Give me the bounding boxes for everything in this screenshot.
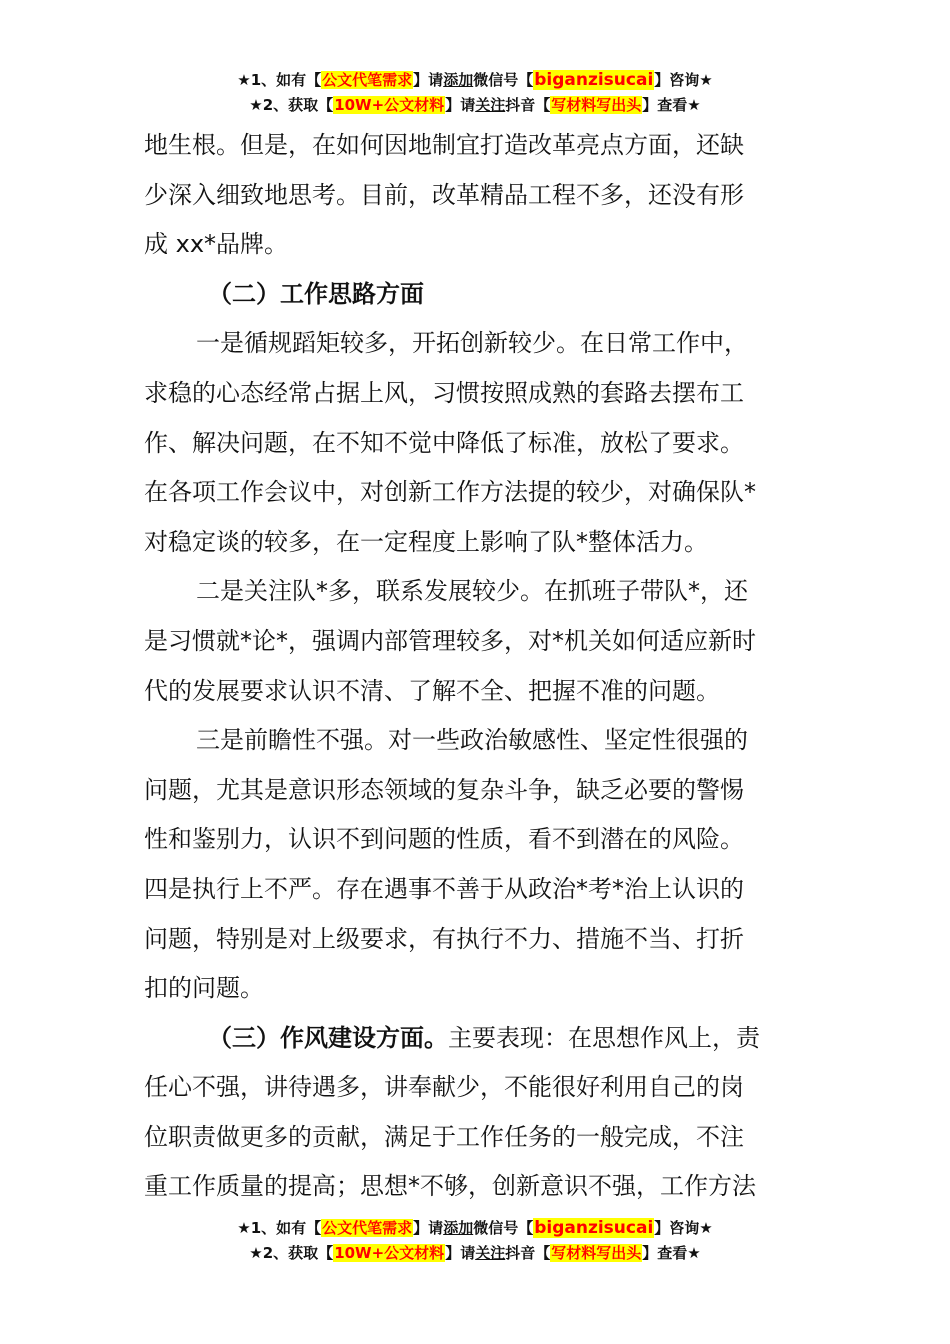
banner-highlight: 10W+公文材料 bbox=[334, 1244, 445, 1262]
footer-banner bbox=[0, 1216, 950, 1266]
document-body bbox=[144, 121, 812, 1212]
banner-highlight: 写材料写出头 bbox=[551, 96, 642, 114]
banner-text: 】请 bbox=[413, 1219, 444, 1237]
banner-text: ★2、获取【 bbox=[249, 1244, 334, 1262]
text-line: 问题，尤其是意识形态领域的复杂斗争，缺乏必要的警惕 bbox=[144, 775, 744, 804]
text-line: 对稳定谈的较多，在一定程度上影响了队*整体活力。 bbox=[144, 527, 708, 556]
banner-highlight: 写材料写出头 bbox=[551, 1244, 642, 1262]
text-line: 在各项工作会议中，对创新工作方法提的较少，对确保队* bbox=[144, 478, 756, 507]
text-line: 代的发展要求认识不清、了解不全、把握不准的问题。 bbox=[144, 676, 720, 705]
banner-underline: 添加 bbox=[443, 71, 474, 89]
text-line: 主要表现：在思想作风上，责 bbox=[448, 1023, 760, 1052]
banner-highlight: 公文代笔需求 bbox=[322, 1219, 413, 1237]
text-line: 位职责做更多的贡献，满足于工作任务的一般完成，不注 bbox=[144, 1122, 744, 1151]
banner-line-2 bbox=[0, 93, 950, 118]
section-heading: （三）作风建设方面。 bbox=[208, 1023, 448, 1052]
banner-text: 】查看★ bbox=[642, 96, 701, 114]
text-line: 二是关注队*多，联系发展较少。在抓班子带队*，还 bbox=[196, 577, 748, 606]
banner-text: 】请 bbox=[445, 96, 476, 114]
banner-highlight: 公文代笔需求 bbox=[322, 71, 413, 89]
banner-text: 】请 bbox=[445, 1244, 476, 1262]
banner-highlight: biganzisucai bbox=[534, 70, 654, 90]
banner-text: ★2、获取【 bbox=[249, 96, 334, 114]
text-line: 地生根。但是，在如何因地制宜打造改革亮点方面，还缺 bbox=[144, 131, 744, 159]
banner-text: 】请 bbox=[413, 71, 444, 89]
section-heading-line bbox=[144, 1014, 812, 1064]
banner-underline: 关注 bbox=[475, 1244, 506, 1262]
banner-text: ★1、如有【 bbox=[237, 1219, 322, 1237]
text-line: 少深入细致地思考。目前，改革精品工程不多，还没有形 bbox=[144, 180, 744, 209]
banner-text: ★1、如有【 bbox=[237, 71, 322, 89]
text-line: 求稳的心态经常占据上风，习惯按照成熟的套路去摆布工 bbox=[144, 378, 744, 407]
banner-text: 】查看★ bbox=[642, 1244, 701, 1262]
text-line: 作、解决问题，在不知不觉中降低了标准，放松了要求。 bbox=[144, 428, 744, 457]
header-banner bbox=[0, 68, 950, 118]
text-line: 问题，特别是对上级要求，有执行不力、措施不当、打折 bbox=[144, 924, 744, 953]
text-line: 一是循规蹈矩较多，开拓创新较少。在日常工作中， bbox=[196, 329, 748, 358]
text-line: 任心不强，讲待遇多，讲奉献少，不能很好利用自己的岗 bbox=[144, 1073, 744, 1102]
text-line: 扣的问题。 bbox=[144, 974, 264, 1003]
banner-text: 微信号【 bbox=[473, 1219, 534, 1237]
banner-line-1 bbox=[0, 1216, 950, 1241]
text-line: 四是执行上不严。存在遇事不善于从政治*考*治上认识的 bbox=[144, 874, 744, 903]
text-line: 三是前瞻性不强。对一些政治敏感性、坚定性很强的 bbox=[196, 726, 748, 755]
banner-text: 微信号【 bbox=[473, 71, 534, 89]
text-line: 重工作质量的提高；思想*不够，创新意识不强，工作方法 bbox=[144, 1172, 756, 1201]
text-line: 性和鉴别力，认识不到问题的性质，看不到潜在的风险。 bbox=[144, 825, 744, 854]
banner-underline: 添加 bbox=[443, 1219, 474, 1237]
banner-text: 抖音【 bbox=[505, 1244, 551, 1262]
banner-underline: 关注 bbox=[475, 96, 506, 114]
banner-text: 抖音【 bbox=[505, 96, 551, 114]
text-line: 是习惯就*论*，强调内部管理较多，对*机关如何适应新时 bbox=[144, 626, 756, 655]
section-heading: （二）工作思路方面 bbox=[208, 279, 424, 308]
banner-text: 】咨询★ bbox=[654, 71, 713, 89]
banner-line-1 bbox=[0, 68, 950, 93]
banner-highlight: 10W+公文材料 bbox=[334, 96, 445, 114]
banner-highlight: biganzisucai bbox=[534, 1218, 654, 1238]
banner-text: 】咨询★ bbox=[654, 1219, 713, 1237]
banner-line-2 bbox=[0, 1241, 950, 1266]
text-line: 成 xx*品牌。 bbox=[144, 230, 289, 259]
